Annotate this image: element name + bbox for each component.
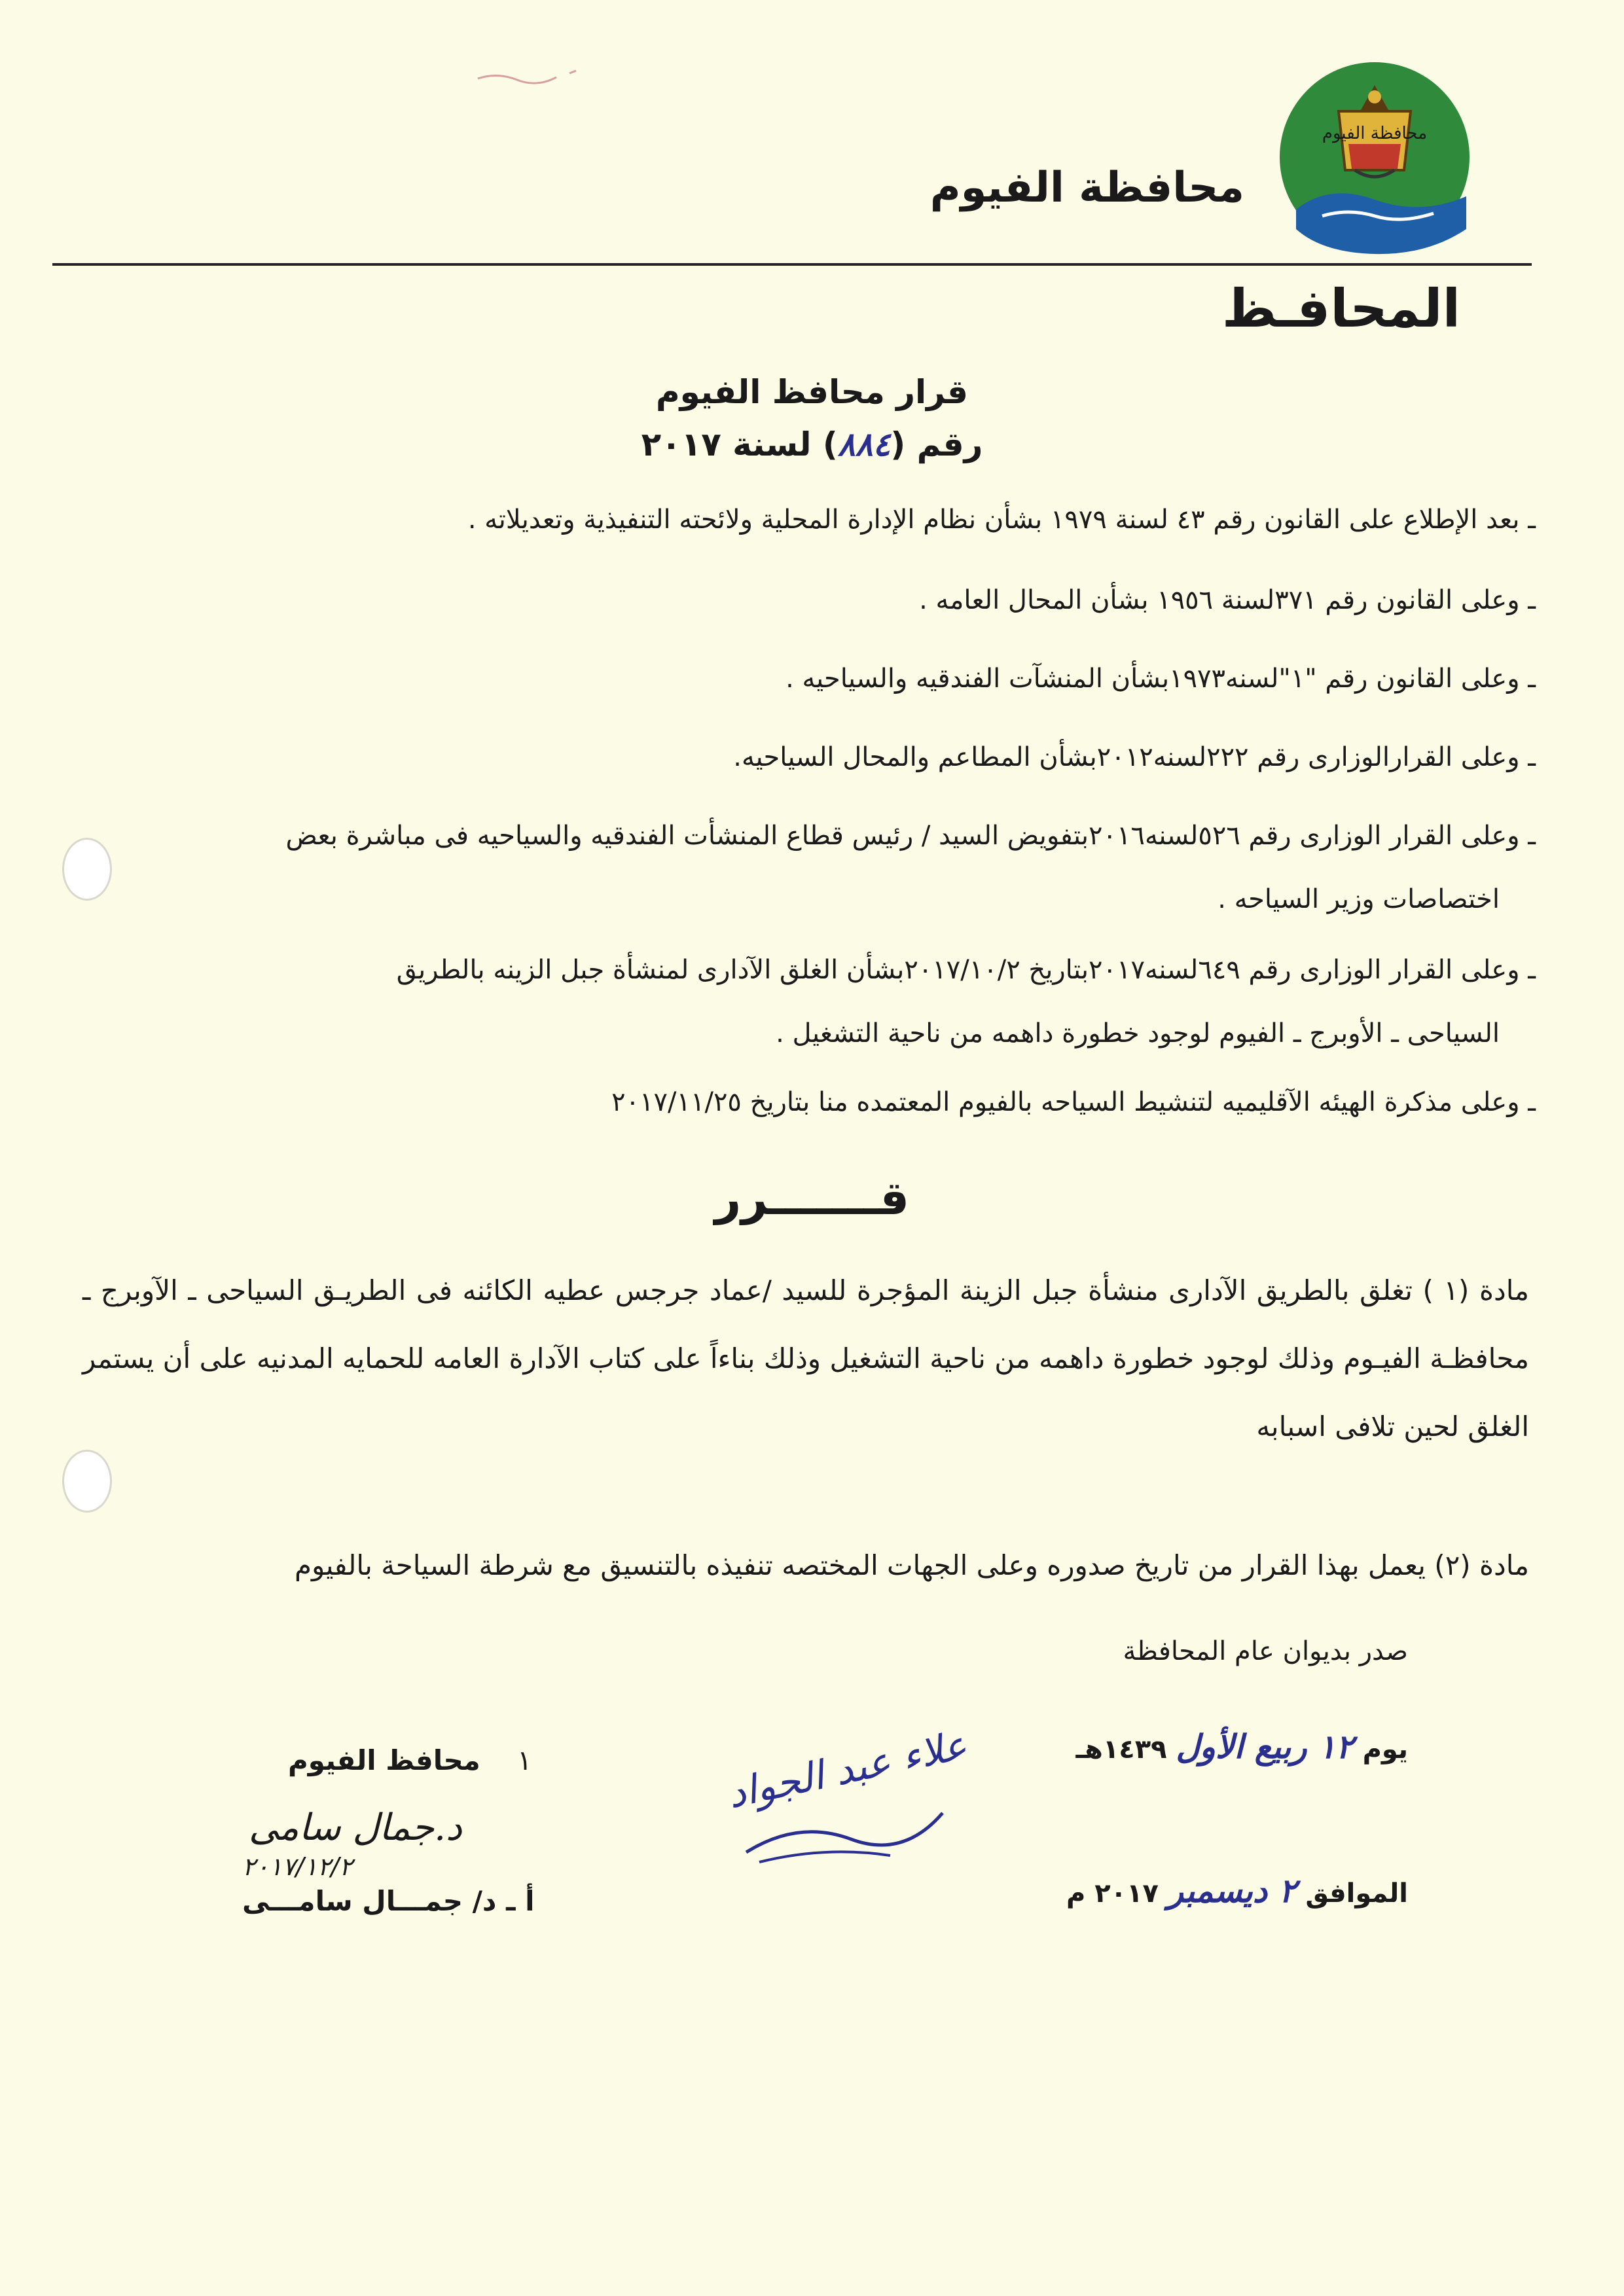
fayoum-governorate-logo [1276,59,1473,255]
governor-marker: ١ [517,1744,532,1776]
red-ink-marks [471,59,602,92]
article-2: مادة (٢) يعمل بهذا القرار من تاريخ صدوره وعلى الجهات المختصه تنفيذه بالتنسيق مع شرطة السياحة بالفيوم [295,1549,1529,1581]
preamble-line-6: ـ وعلى القرار الوزارى رقم ٦٤٩لسنه٢٠١٧بتاريخ ٢٠١٧/١٠/٢بشأن الغلق الآدارى لمنشأة جبل الزينه بالطريق [396,955,1536,985]
hijri-day-handwritten: ١٢ ربيع الأول [1176,1728,1354,1766]
governor-office-title: المحافـظ [1221,278,1460,339]
issued-at: صدر بديوان عام المحافظة [1123,1636,1408,1666]
preamble-line-1: ـ بعد الإطلاع على القانون رقم ٤٣ لسنة ١٩٧٩ بشأن نظام الإدارة المحلية ولائحته التنفيذية وتعديلاته . [467,505,1536,535]
preamble-line-6-continued: السياحى ـ الأوبرج ـ الفيوم لوجود خطورة داهمه من ناحية التشغيل . [776,1018,1500,1049]
header-divider [52,263,1532,266]
decision-number-prefix: رقم ( [890,425,983,463]
preamble-line-2: ـ وعلى القانون رقم ٣٧١لسنة ١٩٥٦ بشأن المحال العامه . [919,585,1536,615]
preamble-line-3: ـ وعلى القانون رقم "١"لسنه١٩٧٣بشأن المنشآت الفندقيه والسياحيه . [785,664,1536,694]
governorate-name: محافظة الفيوم [929,164,1244,212]
decision-number-handwritten: ٨٨٤ [837,425,891,463]
hijri-year: ١٤٣٩هـ [1075,1734,1167,1765]
preamble-line-4: ـ وعلى القرارالوزارى رقم ٢٢٢لسنه٢٠١٢بشأن المطاعم والمحال السياحيه. [733,742,1536,772]
punch-hole-bottom [62,1450,112,1513]
gregorian-date-line [1066,1872,1408,1910]
gregorian-day-handwritten: ٢ ديسمبر [1167,1872,1297,1910]
preamble-line-5: ـ وعلى القرار الوزارى رقم ٥٢٦لسنه٢٠١٦بتفويض السيد / رئيس قطاع المنشأت الفندقيه والسياحيه فى مباشرة بعض [285,821,1536,851]
corresponding-label: الموافق [1305,1878,1408,1909]
governor-name: أ ـ د/ جمـــال سامـــى [242,1885,535,1917]
governor-signature-title: محافظ الفيوم [288,1744,480,1776]
decision-title: قرار محافظ الفيوم [656,373,968,411]
gregorian-year: ٢٠١٧ م [1066,1878,1159,1909]
middle-signature [720,1722,971,1892]
middle-signature-text: علاء عبد الجواد [723,1722,971,1818]
decision-number-suffix: ) لسنة ٢٠١٧ [641,425,838,463]
hijri-date-line [1075,1728,1408,1766]
governor-sign-date: ٢٠١٧/١٢/٢ [242,1852,353,1881]
preamble-line-5-continued: اختصاصات وزير السياحه . [1218,884,1500,914]
governor-handwritten-signature: د.جمال سامى [249,1806,462,1849]
day-label: يوم [1362,1734,1408,1765]
decision-heading: قـــــــرر [714,1172,910,1225]
logo-caption: محافظة الفيوم [1322,124,1428,143]
punch-hole-top [62,838,112,901]
article-1: مادة (١ ) تغلق بالطريق الآدارى منشأة جبل الزينة المؤجرة للسيد /عماد جرجس عطيه الكائنه فى الطريـق السياحى ـ الآوبرج ـ محافظـة الفيـوم وذلك لوجود خطورة داهمه من ناحية التشغيل وذلك بناءاً على كتاب الآدارة العامه للحمايه المدنيه على أن يستمر الغلق لحين تلافى اسبابه [82,1274,1530,1443]
decision-number [0,425,1624,463]
preamble-line-7: ـ وعلى مذكرة الهيئه الآقليميه لتنشيط السياحه بالفيوم المعتمده منا بتاريخ ٢٠١٧/١١/٢٥ [611,1087,1536,1117]
